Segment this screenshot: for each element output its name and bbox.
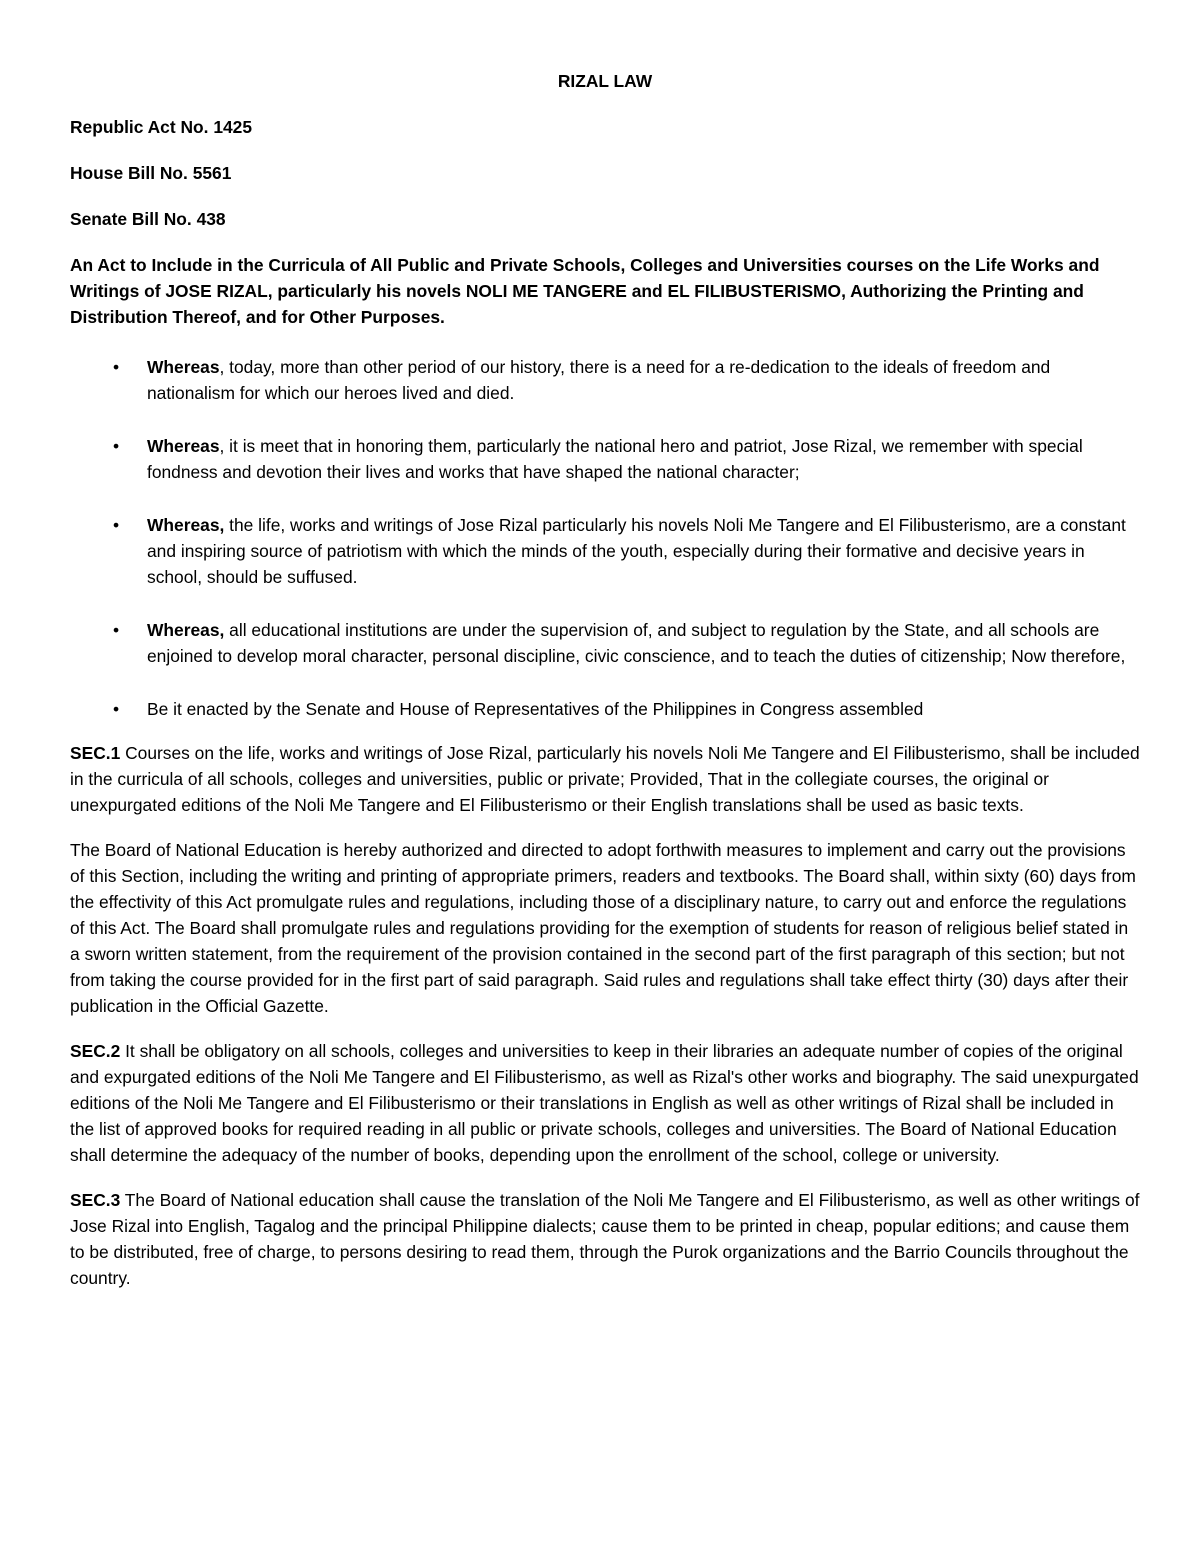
section-label: SEC.3 xyxy=(70,1190,121,1210)
list-item xyxy=(70,512,1140,590)
list-item xyxy=(70,354,1140,406)
bullet-icon: • xyxy=(113,357,120,377)
list-item xyxy=(70,617,1140,669)
bullet-icon: • xyxy=(113,436,120,456)
bullet-icon: • xyxy=(113,699,120,719)
whereas-text: , it is meet that in honoring them, particularly the national hero and patriot, Jose Rizal, we remember with special fondness and devotion their lives and works that have shaped the national character; xyxy=(147,436,1083,482)
section-text: It shall be obligatory on all schools, colleges and universities to keep in their libraries an adequate number of copies of the original and expurgated editions of the Noli Me Tangere and El Filibusterismo, as well as Rizal's other works and biography. The said unexpurgated editions of the Noli Me Tangere and El Filibusterismo or their translations in English as well as other writings of Rizal shall be included in the list of approved books for required reading in all public or private schools, colleges and universities. The Board of National Education shall determine the adequacy of the number of books, depending upon the enrollment of the school, college or university. xyxy=(70,1041,1139,1165)
whereas-text: the life, works and writings of Jose Rizal particularly his novels Noli Me Tangere and El Filibusterismo, are a constant and inspiring source of patriotism with which the minds of the youth, especially during their formative and decisive years in school, should be suffused. xyxy=(147,515,1126,587)
house-bill-number: House Bill No. 5561 xyxy=(70,163,232,183)
section-3 xyxy=(70,1187,1140,1291)
whereas-lead: Whereas xyxy=(147,436,220,456)
whereas-text: , today, more than other period of our history, there is a need for a re-dedication to the ideals of freedom and nationalism for which our heroes lived and died. xyxy=(147,357,1051,403)
section-2 xyxy=(70,1038,1140,1168)
section-label: SEC.2 xyxy=(70,1041,121,1061)
enacting-clause: Be it enacted by the Senate and House of Representatives of the Philippines in Congress assembled xyxy=(147,699,924,719)
document-title: RIZAL LAW xyxy=(557,71,653,91)
list-item xyxy=(70,696,1140,722)
list-item xyxy=(70,433,1140,485)
act-title: An Act to Include in the Curricula of All Public and Private Schools, Colleges and Universities courses on the Life Works and Writings of JOSE RIZAL, particularly his novels NOLI ME TANGERE and EL FILIBUSTERISMO, Authorizing the Printing and Distribution Thereof, and for Other Purposes. xyxy=(70,255,1100,327)
bullet-icon: • xyxy=(113,515,120,535)
whereas-lead: Whereas xyxy=(147,357,220,377)
document-page xyxy=(70,68,1140,1310)
section-1-paragraph-2: The Board of National Education is hereby authorized and directed to adopt forthwith measures to implement and carry out the provisions of this Section, including the writing and printing of appropriate primers, readers and textbooks. The Board shall, within sixty (60) days from the effectivity of this Act promulgate rules and regulations, including those of a disciplinary nature, to carry out and enforce the regulations of this Act. The Board shall promulgate rules and regulations providing for the exemption of students for reason of religious belief stated in a sworn written statement, from the requirement of the provision contained in the second part of the first paragraph of this section; but not from taking the course provided for in the first part of said paragraph. Said rules and regulations shall take effect thirty (30) days after their publication in the Official Gazette. xyxy=(70,840,1136,1016)
whereas-text: all educational institutions are under the supervision of, and subject to regulation by the State, and all schools are enjoined to develop moral character, personal discipline, civic conscience, and to teach the duties of citizenship; Now therefore, xyxy=(147,620,1126,666)
bullet-icon: • xyxy=(113,620,120,640)
republic-act-number: Republic Act No. 1425 xyxy=(70,117,253,137)
section-text: Courses on the life, works and writings of Jose Rizal, particularly his novels Noli Me Tangere and El Filibusterismo, shall be included in the curricula of all schools, colleges and universities, public or private; Provided, That in the collegiate courses, the original or unexpurgated editions of the Noli Me Tangere and El Filibusterismo or their English translations shall be used as basic texts. xyxy=(70,743,1140,815)
section-label: SEC.1 xyxy=(70,743,121,763)
senate-bill-number: Senate Bill No. 438 xyxy=(70,209,226,229)
section-1 xyxy=(70,740,1140,818)
whereas-lead: Whereas, xyxy=(147,515,225,535)
whereas-lead: Whereas, xyxy=(147,620,225,640)
whereas-list xyxy=(70,354,1140,722)
section-text: The Board of National education shall cause the translation of the Noli Me Tangere and El Filibusterismo, as well as other writings of Jose Rizal into English, Tagalog and the principal Philippine dialects; cause them to be printed in cheap, popular editions; and cause them to be distributed, free of charge, to persons desiring to read them, through the Purok organizations and the Barrio Councils throughout the country. xyxy=(70,1190,1140,1288)
